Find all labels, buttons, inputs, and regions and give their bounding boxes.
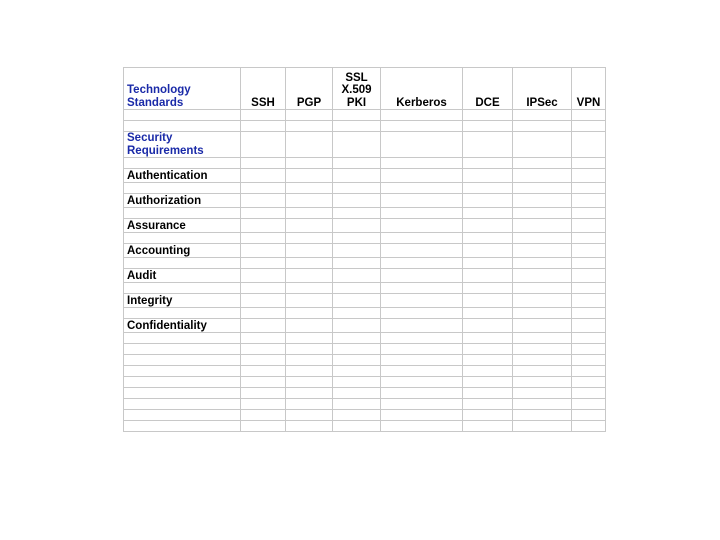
grid-cell[interactable] — [463, 244, 513, 258]
grid-cell[interactable] — [286, 269, 333, 283]
table-body — [124, 68, 606, 432]
grid-cell[interactable] — [513, 399, 572, 410]
grid-cell[interactable] — [286, 158, 333, 169]
requirement-label-cell[interactable] — [124, 244, 241, 258]
grid-cell[interactable] — [572, 410, 606, 421]
grid-cell[interactable] — [381, 110, 463, 121]
grid-cell[interactable] — [572, 399, 606, 410]
table-row — [124, 399, 606, 410]
grid-cell[interactable] — [572, 421, 606, 432]
column-header-line: SSH — [251, 96, 275, 109]
grid-cell[interactable] — [572, 110, 606, 121]
grid-cell[interactable] — [513, 269, 572, 283]
grid-cell[interactable] — [463, 258, 513, 269]
grid-cell[interactable] — [241, 421, 286, 432]
table-row — [124, 377, 606, 388]
grid-cell[interactable] — [572, 366, 606, 377]
grid-cell[interactable] — [513, 377, 572, 388]
grid-cell[interactable] — [241, 194, 286, 208]
requirement-row — [124, 169, 606, 183]
grid-cell[interactable] — [513, 183, 572, 194]
grid-cell[interactable] — [381, 233, 463, 244]
requirement-label-cell[interactable] — [124, 319, 241, 333]
grid-cell[interactable] — [241, 269, 286, 283]
grid-cell[interactable] — [381, 244, 463, 258]
grid-cell[interactable] — [333, 233, 381, 244]
grid-cell[interactable] — [463, 388, 513, 399]
section-header-line-1: Security — [127, 132, 173, 144]
grid-cell[interactable] — [572, 194, 606, 208]
corner-header-cell[interactable] — [124, 68, 241, 110]
grid-cell[interactable] — [241, 399, 286, 410]
label-cell[interactable] — [124, 158, 241, 169]
section-header-line-2: Requirements — [127, 144, 204, 157]
column-header-line: PKI — [346, 96, 367, 109]
grid-cell[interactable] — [572, 219, 606, 233]
grid-cell[interactable] — [572, 233, 606, 244]
requirement-row — [124, 194, 606, 208]
grid-cell[interactable] — [463, 121, 513, 132]
grid-cell[interactable] — [241, 283, 286, 294]
grid-cell[interactable] — [333, 410, 381, 421]
label-cell[interactable] — [124, 366, 241, 377]
grid-cell[interactable] — [381, 183, 463, 194]
column-header-6[interactable] — [572, 68, 606, 110]
column-header-2[interactable] — [333, 68, 381, 110]
grid-cell[interactable] — [241, 319, 286, 333]
grid-cell[interactable] — [381, 308, 463, 319]
table-row — [124, 344, 606, 355]
grid-cell[interactable] — [513, 194, 572, 208]
grid-cell[interactable] — [513, 294, 572, 308]
corner-header-line-2: Standards — [127, 96, 184, 109]
grid-cell[interactable] — [333, 183, 381, 194]
grid-cell[interactable] — [463, 344, 513, 355]
grid-cell[interactable] — [286, 308, 333, 319]
column-header-0[interactable] — [241, 68, 286, 110]
grid-cell[interactable] — [381, 208, 463, 219]
grid-cell[interactable] — [513, 319, 572, 333]
grid-cell[interactable] — [381, 294, 463, 308]
grid-cell[interactable] — [572, 208, 606, 219]
grid-cell[interactable] — [513, 110, 572, 121]
grid-cell[interactable] — [381, 421, 463, 432]
grid-cell[interactable] — [381, 132, 463, 158]
grid-cell[interactable] — [463, 183, 513, 194]
grid-cell[interactable] — [381, 319, 463, 333]
grid-cell[interactable] — [241, 169, 286, 183]
requirement-row — [124, 269, 606, 283]
grid-cell[interactable] — [463, 219, 513, 233]
table-row — [124, 183, 606, 194]
grid-cell[interactable] — [572, 377, 606, 388]
grid-cell[interactable] — [463, 377, 513, 388]
grid-cell[interactable] — [381, 366, 463, 377]
requirement-label-cell[interactable] — [124, 294, 241, 308]
label-cell[interactable] — [124, 308, 241, 319]
grid-cell[interactable] — [333, 269, 381, 283]
grid-cell[interactable] — [513, 344, 572, 355]
label-cell[interactable] — [124, 344, 241, 355]
column-header-3[interactable] — [381, 68, 463, 110]
grid-cell[interactable] — [463, 399, 513, 410]
grid-cell[interactable] — [572, 121, 606, 132]
column-header-5[interactable] — [513, 68, 572, 110]
grid-cell[interactable] — [241, 355, 286, 366]
requirement-label-cell[interactable] — [124, 169, 241, 183]
grid-cell[interactable] — [381, 344, 463, 355]
table-row — [124, 333, 606, 344]
grid-cell[interactable] — [286, 110, 333, 121]
grid-cell[interactable] — [333, 377, 381, 388]
grid-cell[interactable] — [572, 169, 606, 183]
grid-cell[interactable] — [572, 333, 606, 344]
grid-cell[interactable] — [286, 319, 333, 333]
label-cell[interactable] — [124, 421, 241, 432]
grid-cell[interactable] — [286, 355, 333, 366]
grid-cell[interactable] — [463, 169, 513, 183]
grid-cell[interactable] — [513, 421, 572, 432]
requirement-label: Accounting — [127, 244, 191, 257]
grid-cell[interactable] — [463, 308, 513, 319]
grid-cell[interactable] — [286, 388, 333, 399]
label-cell[interactable] — [124, 355, 241, 366]
grid-cell[interactable] — [381, 283, 463, 294]
grid-cell[interactable] — [241, 333, 286, 344]
requirement-row — [124, 244, 606, 258]
grid-cell[interactable] — [333, 121, 381, 132]
grid-cell[interactable] — [333, 208, 381, 219]
grid-cell[interactable] — [241, 121, 286, 132]
grid-cell[interactable] — [241, 258, 286, 269]
grid-cell[interactable] — [463, 333, 513, 344]
grid-cell[interactable] — [241, 233, 286, 244]
grid-cell[interactable] — [241, 388, 286, 399]
requirement-label: Confidentiality — [127, 319, 207, 332]
corner-header-line-1: Technology — [127, 84, 191, 96]
grid-cell[interactable] — [572, 344, 606, 355]
grid-cell[interactable] — [572, 244, 606, 258]
grid-cell[interactable] — [381, 355, 463, 366]
grid-cell[interactable] — [333, 132, 381, 158]
grid-cell[interactable] — [572, 158, 606, 169]
grid-cell[interactable] — [241, 294, 286, 308]
requirement-label-cell[interactable] — [124, 269, 241, 283]
grid-cell[interactable] — [513, 158, 572, 169]
table-row — [124, 410, 606, 421]
label-cell[interactable] — [124, 208, 241, 219]
section-header-cell[interactable] — [124, 132, 241, 158]
grid-cell[interactable] — [572, 308, 606, 319]
table-row — [124, 421, 606, 432]
grid-cell[interactable] — [286, 132, 333, 158]
grid-cell[interactable] — [381, 121, 463, 132]
grid-cell[interactable] — [513, 355, 572, 366]
grid-cell[interactable] — [241, 410, 286, 421]
grid-cell[interactable] — [333, 110, 381, 121]
column-header-1[interactable] — [286, 68, 333, 110]
requirement-label: Authorization — [127, 194, 202, 207]
grid-cell[interactable] — [463, 158, 513, 169]
label-cell[interactable] — [124, 333, 241, 344]
grid-cell[interactable] — [241, 219, 286, 233]
grid-cell[interactable] — [513, 121, 572, 132]
label-cell[interactable] — [124, 110, 241, 121]
table-row — [124, 283, 606, 294]
grid-cell[interactable] — [333, 294, 381, 308]
grid-cell[interactable] — [513, 132, 572, 158]
requirement-label: Audit — [127, 269, 157, 282]
grid-cell[interactable] — [463, 355, 513, 366]
grid-cell[interactable] — [381, 169, 463, 183]
requirements-matrix-table — [123, 67, 606, 432]
grid-cell[interactable] — [286, 366, 333, 377]
grid-cell[interactable] — [333, 344, 381, 355]
grid-cell[interactable] — [333, 283, 381, 294]
grid-cell[interactable] — [463, 194, 513, 208]
grid-cell[interactable] — [241, 132, 286, 158]
grid-cell[interactable] — [513, 233, 572, 244]
grid-cell[interactable] — [572, 294, 606, 308]
grid-cell[interactable] — [241, 344, 286, 355]
grid-cell[interactable] — [513, 169, 572, 183]
grid-cell[interactable] — [463, 421, 513, 432]
column-header-line: PGP — [296, 96, 322, 109]
requirement-label: Integrity — [127, 294, 173, 307]
label-cell[interactable] — [124, 233, 241, 244]
grid-cell[interactable] — [572, 283, 606, 294]
label-cell[interactable] — [124, 410, 241, 421]
grid-cell[interactable] — [572, 319, 606, 333]
grid-cell[interactable] — [572, 388, 606, 399]
grid-cell[interactable] — [286, 344, 333, 355]
grid-cell[interactable] — [463, 366, 513, 377]
grid-cell[interactable] — [286, 258, 333, 269]
grid-cell[interactable] — [381, 158, 463, 169]
label-cell[interactable] — [124, 283, 241, 294]
grid-cell[interactable] — [463, 319, 513, 333]
grid-cell[interactable] — [333, 194, 381, 208]
label-cell[interactable] — [124, 399, 241, 410]
label-cell[interactable] — [124, 258, 241, 269]
grid-cell[interactable] — [286, 294, 333, 308]
grid-cell[interactable] — [572, 132, 606, 158]
grid-cell[interactable] — [286, 183, 333, 194]
grid-cell[interactable] — [286, 219, 333, 233]
table-row — [124, 366, 606, 377]
table-row — [124, 233, 606, 244]
grid-cell[interactable] — [381, 388, 463, 399]
grid-cell[interactable] — [513, 366, 572, 377]
requirement-label: Assurance — [127, 219, 186, 232]
column-header-line: DCE — [475, 96, 500, 109]
grid-cell[interactable] — [381, 333, 463, 344]
grid-cell[interactable] — [286, 244, 333, 258]
section-row — [124, 132, 606, 158]
grid-cell[interactable] — [572, 183, 606, 194]
grid-cell[interactable] — [463, 233, 513, 244]
grid-cell[interactable] — [333, 219, 381, 233]
grid-cell[interactable] — [381, 399, 463, 410]
grid-cell[interactable] — [463, 410, 513, 421]
grid-cell[interactable] — [513, 410, 572, 421]
table-row — [124, 208, 606, 219]
grid-cell[interactable] — [463, 294, 513, 308]
grid-cell[interactable] — [463, 283, 513, 294]
table-row — [124, 355, 606, 366]
grid-cell[interactable] — [572, 258, 606, 269]
grid-cell[interactable] — [241, 208, 286, 219]
label-cell[interactable] — [124, 183, 241, 194]
table-row — [124, 308, 606, 319]
grid-cell[interactable] — [513, 244, 572, 258]
requirement-row — [124, 319, 606, 333]
column-header-4[interactable] — [463, 68, 513, 110]
column-header-line: SSL — [345, 71, 368, 84]
grid-cell[interactable] — [572, 269, 606, 283]
grid-cell[interactable] — [286, 208, 333, 219]
grid-cell[interactable] — [381, 258, 463, 269]
requirement-label-cell[interactable] — [124, 194, 241, 208]
grid-cell[interactable] — [333, 308, 381, 319]
grid-cell[interactable] — [333, 366, 381, 377]
grid-cell[interactable] — [513, 308, 572, 319]
grid-cell[interactable] — [286, 399, 333, 410]
grid-cell[interactable] — [241, 308, 286, 319]
grid-cell[interactable] — [333, 158, 381, 169]
grid-cell[interactable] — [463, 132, 513, 158]
grid-cell[interactable] — [286, 333, 333, 344]
table-row — [124, 388, 606, 399]
grid-cell[interactable] — [333, 399, 381, 410]
requirement-label-cell[interactable] — [124, 219, 241, 233]
grid-cell[interactable] — [381, 219, 463, 233]
label-cell[interactable] — [124, 121, 241, 132]
column-header-line: IPSec — [526, 96, 558, 109]
grid-cell[interactable] — [463, 110, 513, 121]
grid-cell[interactable] — [513, 333, 572, 344]
grid-cell[interactable] — [381, 194, 463, 208]
grid-cell[interactable] — [286, 121, 333, 132]
grid-cell[interactable] — [333, 319, 381, 333]
grid-cell[interactable] — [381, 377, 463, 388]
grid-cell[interactable] — [513, 388, 572, 399]
table-row — [124, 110, 606, 121]
grid-cell[interactable] — [333, 258, 381, 269]
grid-cell[interactable] — [241, 158, 286, 169]
grid-cell[interactable] — [286, 169, 333, 183]
grid-cell[interactable] — [286, 233, 333, 244]
grid-cell[interactable] — [286, 410, 333, 421]
requirement-label: Authentication — [127, 169, 208, 182]
column-header-line: Kerberos — [396, 96, 447, 109]
grid-cell[interactable] — [333, 169, 381, 183]
grid-cell[interactable] — [333, 244, 381, 258]
column-header-line: X.509 — [341, 84, 372, 96]
grid-cell[interactable] — [286, 194, 333, 208]
grid-cell[interactable] — [572, 355, 606, 366]
requirement-row — [124, 219, 606, 233]
grid-cell[interactable] — [241, 366, 286, 377]
requirement-row — [124, 294, 606, 308]
grid-cell[interactable] — [241, 377, 286, 388]
grid-cell[interactable] — [381, 269, 463, 283]
grid-cell[interactable] — [463, 269, 513, 283]
column-header-line: VPN — [576, 96, 601, 109]
label-cell[interactable] — [124, 377, 241, 388]
table-row — [124, 158, 606, 169]
grid-cell[interactable] — [241, 110, 286, 121]
header-row — [124, 68, 606, 110]
grid-cell[interactable] — [286, 421, 333, 432]
table-row — [124, 121, 606, 132]
grid-cell[interactable] — [513, 219, 572, 233]
grid-cell[interactable] — [513, 258, 572, 269]
grid-cell[interactable] — [513, 208, 572, 219]
grid-cell[interactable] — [333, 421, 381, 432]
table-row — [124, 258, 606, 269]
grid-cell[interactable] — [513, 283, 572, 294]
grid-cell[interactable] — [286, 377, 333, 388]
grid-cell[interactable] — [463, 208, 513, 219]
grid-cell[interactable] — [333, 333, 381, 344]
grid-cell[interactable] — [333, 355, 381, 366]
label-cell[interactable] — [124, 388, 241, 399]
grid-cell[interactable] — [241, 183, 286, 194]
grid-cell[interactable] — [333, 388, 381, 399]
grid-cell[interactable] — [241, 244, 286, 258]
grid-cell[interactable] — [381, 410, 463, 421]
grid-cell[interactable] — [286, 283, 333, 294]
